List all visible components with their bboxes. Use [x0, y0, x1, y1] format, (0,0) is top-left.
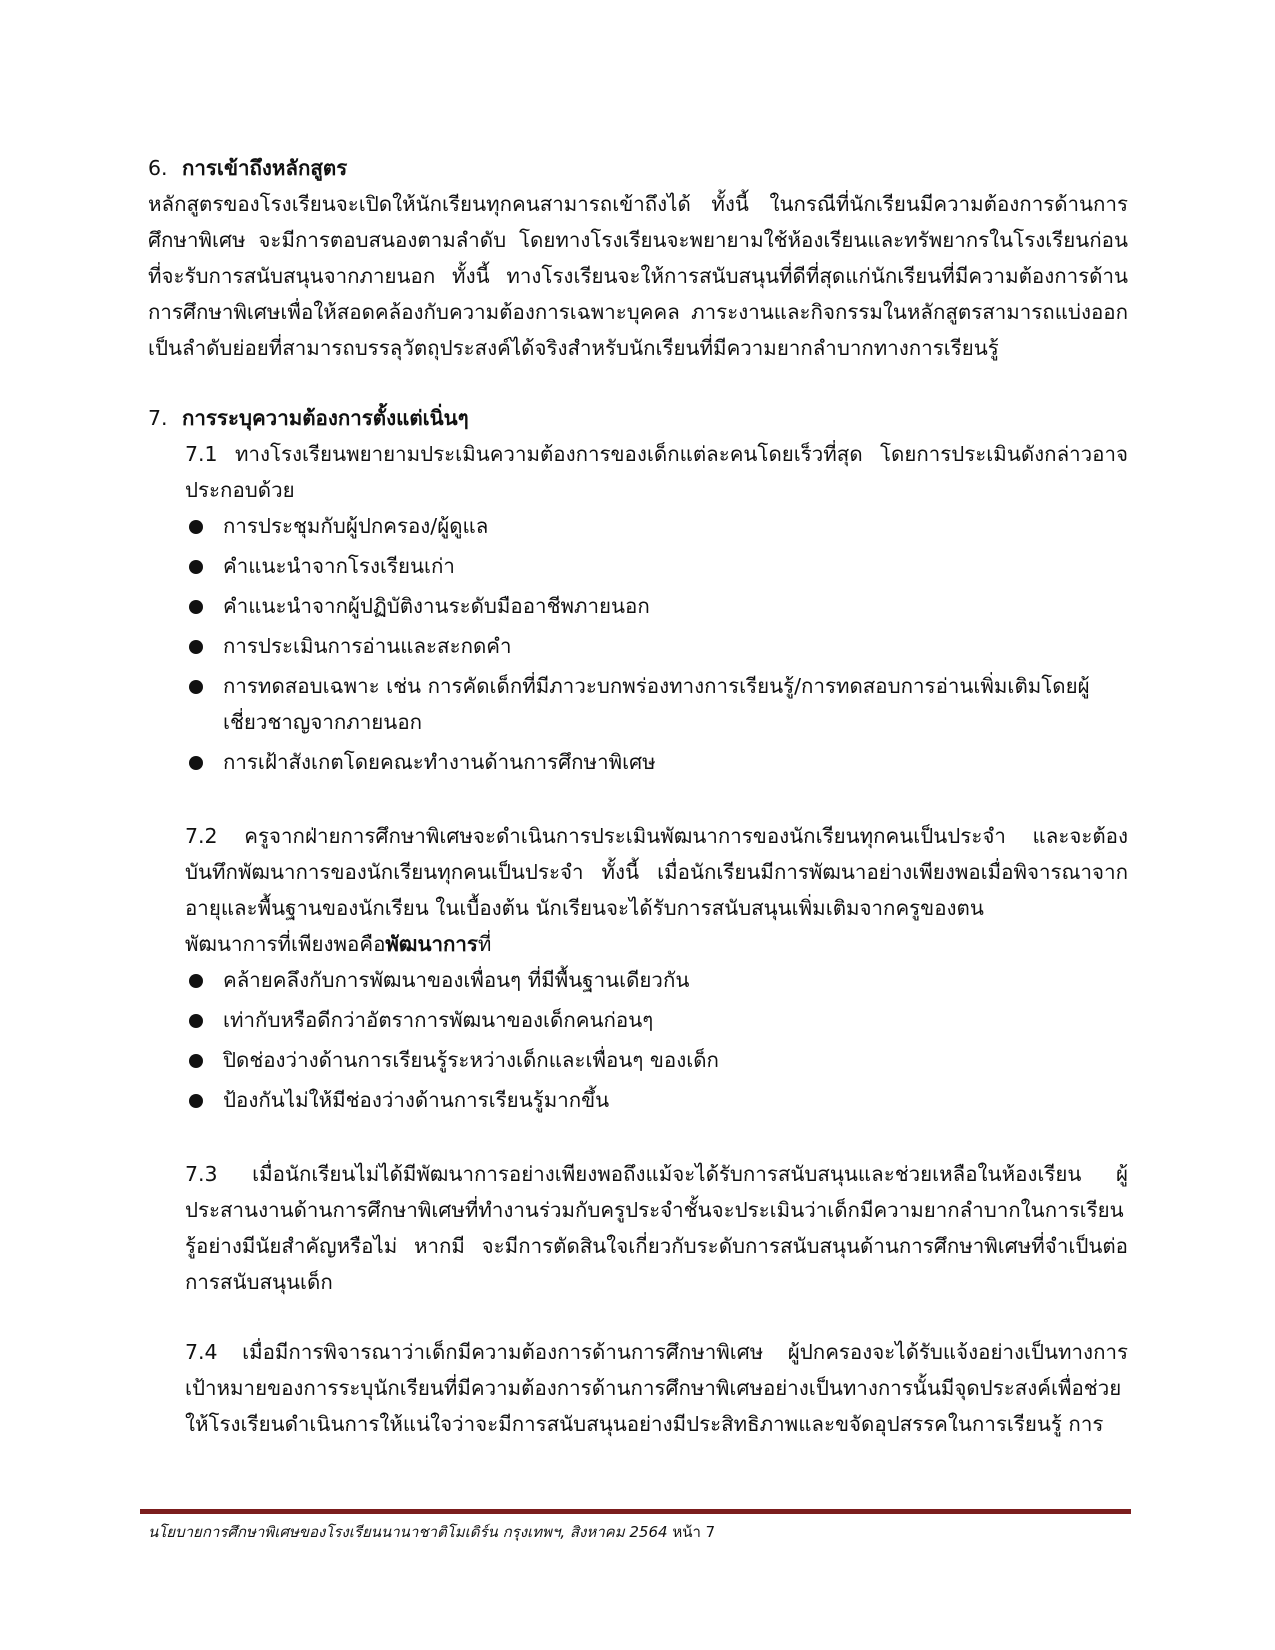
- bullet-icon: [185, 508, 223, 544]
- list-item: คำแนะนำจากโรงเรียนเก่า: [185, 548, 1128, 584]
- section-7-number: 7.: [148, 406, 168, 430]
- bullet-icon: [185, 668, 223, 740]
- section-7-heading: [148, 400, 1128, 436]
- list-item: การทดสอบเฉพาะ เช่น การคัดเด็กที่มีภาวะบกพร่องทางการเรียนรู้/การทดสอบการอ่านเพิ่มเติมโดยผู้เชี่ยวชาญจากภายนอก: [185, 668, 1128, 740]
- paragraph-7-4: 7.4 เมื่อมีการพิจารณาว่าเด็กมีความต้องการด้านการศึกษาพิเศษ ผู้ปกครองจะได้รับแจ้งอย่างเป็นทางการ เป้าหมายของการระบุนักเรียนที่มีความต้องการด้านการศึกษาพิเศษอย่างเป็นทางการนั้นมีจุดประสงค์เพื่อช่วยให้โรงเรียนดำเนินการให้แน่ใจว่าจะมีการสนับสนุนอย่างมีประสิทธิภาพและขจัดอุปสรรคในการเรียนรู้ การ: [185, 1340, 1128, 1436]
- bold-term: พัฒนาการ: [385, 932, 478, 956]
- paragraph-7-2-lead: พัฒนาการที่เพียงพอคือพัฒนาการที่: [185, 932, 492, 956]
- bullet-icon: [185, 962, 223, 998]
- bullet-icon: [185, 628, 223, 664]
- bullet-icon: [185, 1002, 223, 1038]
- list-item: การประเมินการอ่านและสะกดคำ: [185, 628, 1128, 664]
- paragraph-7-2: 7.2 ครูจากฝ่ายการศึกษาพิเศษจะดำเนินการประเมินพัฒนาการของนักเรียนทุกคนเป็นประจำ และจะต้องบันทึกพัฒนาการของนักเรียนทุกคนเป็นประจำ ทั้งนี้ เมื่อนักเรียนมีการพัฒนาอย่างเพียงพอเมื่อพิจารณาจากอายุและพื้นฐานของนักเรียน ในเบื้องต้น นักเรียนจะได้รับการสนับสนุนเพิ่มเติมจากครูของตน: [185, 824, 1128, 920]
- bullet-icon: [185, 1082, 223, 1118]
- list-item: ป้องกันไม่ให้มีช่องว่างด้านการเรียนรู้มากขึ้น: [185, 1082, 1128, 1118]
- bullet-list-7-1: [185, 508, 1128, 780]
- bullet-icon: [185, 548, 223, 584]
- section-6-title: การเข้าถึงหลักสูตร: [182, 156, 348, 180]
- paragraph-7-1: 7.1 ทางโรงเรียนพยายามประเมินความต้องการของเด็กแต่ละคนโดยเร็วที่สุด โดยการประเมินดังกล่าวอาจประกอบด้วย: [185, 442, 1128, 502]
- list-item: คล้ายคลึงกับการพัฒนาของเพื่อนๆ ที่มีพื้นฐานเดียวกัน: [185, 962, 1128, 998]
- section-6-heading: [148, 150, 1128, 186]
- footer-divider: [140, 1509, 1131, 1514]
- list-item: การเฝ้าสังเกตโดยคณะทำงานด้านการศึกษาพิเศษ: [185, 744, 1128, 780]
- page-footer: [148, 1520, 715, 1544]
- section-6-paragraph: หลักสูตรของโรงเรียนจะเปิดให้นักเรียนทุกคนสามารถเข้าถึงได้ ทั้งนี้ ในกรณีที่นักเรียนมีความต้องการด้านการศึกษาพิเศษ จะมีการตอบสนองตามลำดับ โดยทางโรงเรียนจะพยายามใช้ห้องเรียนและทรัพยากรในโรงเรียนก่อนที่จะรับการสนับสนุนจากภายนอก ทั้งนี้ ทางโรงเรียนจะให้การสนับสนุนที่ดีที่สุดแก่นักเรียนที่มีความต้องการด้านการศึกษาพิเศษเพื่อให้สอดคล้องกับความต้องการเฉพาะบุคคล ภาระงานและกิจกรรมในหลักสูตรสามารถแบ่งออกเป็นลำดับย่อยที่สามารถบรรลุวัตถุประสงค์ได้จริงสำหรับนักเรียนที่มีความยากลำบากทางการเรียนรู้: [148, 192, 1128, 360]
- section-7-body: [185, 436, 1128, 1442]
- list-item: ปิดช่องว่างด้านการเรียนรู้ระหว่างเด็กและเพื่อนๆ ของเด็ก: [185, 1042, 1128, 1078]
- bullet-icon: [185, 1042, 223, 1078]
- list-item: คำแนะนำจากผู้ปฏิบัติงานระดับมืออาชีพภายนอก: [185, 588, 1128, 624]
- bullet-icon: [185, 744, 223, 780]
- section-6-number: 6.: [148, 156, 168, 180]
- footer-text: นโยบายการศึกษาพิเศษของโรงเรียนนานาชาติโมเดิร์น กรุงเทพฯ, สิงหาคม 2564: [148, 1523, 668, 1541]
- bullet-icon: [185, 588, 223, 624]
- page-content: [148, 150, 1128, 1442]
- list-item: การประชุมกับผู้ปกครอง/ผู้ดูแล: [185, 508, 1128, 544]
- list-item: เท่ากับหรือดีกว่าอัตราการพัฒนาของเด็กคนก่อนๆ: [185, 1002, 1128, 1038]
- section-7-title: การระบุความต้องการตั้งแต่เนิ่นๆ: [182, 406, 469, 430]
- page-number: หน้า 7: [672, 1523, 716, 1541]
- bullet-list-7-2: [185, 962, 1128, 1118]
- paragraph-7-3: 7.3 เมื่อนักเรียนไม่ได้มีพัฒนาการอย่างเพียงพอถึงแม้จะได้รับการสนับสนุนและช่วยเหลือในห้องเรียน ผู้ประสานงานด้านการศึกษาพิเศษที่ทำงานร่วมกับครูประจำชั้นจะประเมินว่าเด็กมีความยากลำบากในการเรียนรู้อย่างมีนัยสำคัญหรือไม่ หากมี จะมีการตัดสินใจเกี่ยวกับระดับการสนับสนุนด้านการศึกษาพิเศษที่จำเป็นต่อการสนับสนุนเด็ก: [185, 1162, 1128, 1294]
